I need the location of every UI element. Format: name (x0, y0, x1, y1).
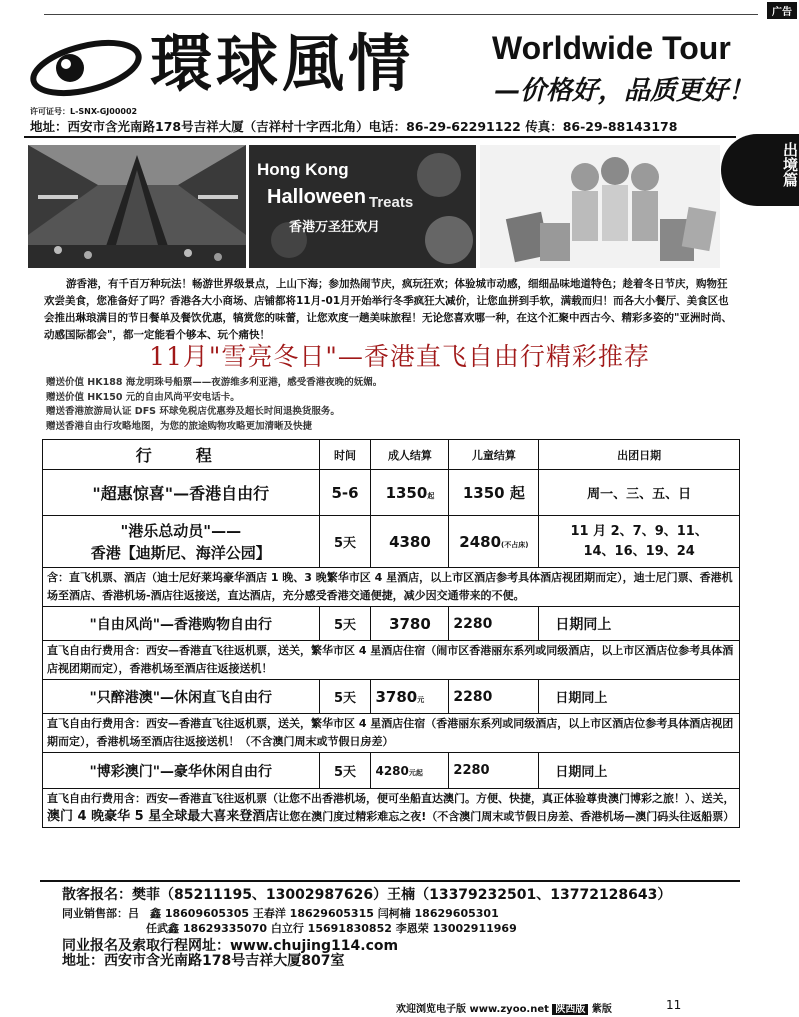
brand-title: 環球風情 (150, 27, 415, 100)
halloween-subtitle: 香港万圣狂欢月 (289, 220, 381, 235)
table-row (43, 680, 740, 714)
trip-time: 5-6 (319, 470, 371, 516)
trip-description: 直飞自由行费用含：西安—香港直飞往返机票（让您不出香港机场，便可坐船直达澳门。方便、快捷，真正体验尊贵澳门博彩之旅！）、送关，澳门 4 晚豪华 5 星全球最大喜来登酒店让您在澳门度过精彩难忘之夜!（不含澳门周末或节假日房差、香港机场—澳门码头往返船票） (43, 789, 740, 828)
table-row-desc (43, 789, 740, 828)
table-row (43, 516, 740, 568)
retail-contact: 散客报名：樊菲（85211195、13002987626）王楠（13379232501、13772128643） (62, 887, 672, 903)
mall-photo (28, 145, 246, 268)
trade-sales-2: 任武鑫 18629335070 白立行 15691830852 李恩荣 13002911969 (146, 922, 517, 935)
header-trip: 行 程 (43, 440, 320, 470)
adult-price: 1350起 (371, 470, 449, 516)
adult-price: 3780 (371, 607, 449, 641)
headline: 11月"雪亮冬日"—香港直飞自由行精彩推荐 (149, 342, 650, 371)
table-header (43, 440, 740, 470)
svg-text:Treats: Treats (369, 194, 414, 211)
section-tab: 出境篇 (721, 134, 799, 206)
table-row-desc (43, 641, 740, 680)
halloween-photo (249, 145, 476, 268)
note-item: 赠送价值 HK188 海龙明珠号船票——夜游维多利亚港，感受香港夜晚的妩媚。 (46, 377, 383, 388)
depart-dates: 日期同上 (539, 753, 740, 789)
itinerary-table (42, 439, 740, 828)
edition-box: 陕西版 (552, 1004, 588, 1015)
header-rule (24, 136, 736, 138)
top-rule (44, 14, 758, 15)
table-row (43, 607, 740, 641)
trip-time: 5天 (319, 753, 371, 789)
child-price: 2280 (449, 607, 539, 641)
bonus-notes (46, 376, 382, 434)
svg-text:Halloween: Halloween (267, 186, 366, 208)
depart-dates: 周一、三、五、日 (539, 470, 740, 516)
depart-dates: 11 月 2、7、9、11、 14、16、19、24 (539, 516, 740, 568)
depart-dates: 日期同上 (539, 607, 740, 641)
trip-name: "港乐总动员"—— 香港【迪斯尼、海洋公园】 (43, 516, 320, 568)
header-time: 时间 (319, 440, 371, 470)
note-item: 赠送香港旅游局认证 DFS 环球免税店优惠券及超长时间退换货服务。 (46, 406, 340, 417)
halloween-title: Hong Kong (257, 160, 349, 179)
trip-time: 5天 (319, 516, 371, 568)
footer-text: 欢迎浏览电子版 www.zyoo.net (396, 1004, 549, 1015)
adult-price: 3780元 (371, 680, 449, 714)
office-address: 地址：西安市含光南路178号吉祥大厦807室 (62, 953, 345, 969)
trade-website: 同业报名及索取行程网址：www.chujing114.com (62, 938, 399, 954)
header-child: 儿童结算 (449, 440, 539, 470)
header-address: 地址：西安市含光南路178号吉祥大厦（吉祥村十字西北角）电话：86-29-62291122 传真：86-29-88143178 (30, 119, 678, 134)
globe-logo (26, 30, 146, 102)
trip-time: 5天 (319, 607, 371, 641)
slogan: —价格好，品质更好！ (494, 76, 755, 106)
child-price: 2280 (449, 753, 539, 789)
trip-time: 5天 (319, 680, 371, 714)
ad-tag: 广告 (767, 2, 797, 19)
table-row-desc (43, 714, 740, 753)
trip-name: "只醉港澳"—休闲直飞自由行 (43, 680, 320, 714)
table-row-desc (43, 568, 740, 607)
contact-rule (40, 880, 740, 882)
note-item: 赠送香港自由行攻略地图，为您的旅途购物攻略更加清晰及快捷 (46, 420, 313, 432)
trip-name: "超惠惊喜"—香港自由行 (43, 470, 320, 516)
child-price: 1350 起 (449, 470, 539, 516)
header-adult: 成人结算 (371, 440, 449, 470)
note-item: 赠送价值 HK150 元的自由风尚平安电话卡。 (46, 391, 240, 403)
license-number: 许可证号：L-SNX-GJ00002 (30, 107, 138, 116)
page-number: 11 (666, 998, 682, 1012)
trip-description: 直飞自由行费用含：西安—香港直飞往返机票，送关，繁华市区 4 星酒店住宿（香港丽东系列或同级酒店，以上市区酒店位参考具体酒店视团期而定），香港机场至酒店往返接送机！（不含澳门周末或节假日房差） (43, 714, 740, 753)
child-price: 2280 (449, 680, 539, 714)
contact-block (62, 888, 671, 969)
adult-price: 4380 (371, 516, 449, 568)
edition-label: 紫版 (591, 1004, 612, 1015)
shopping-photo (480, 145, 720, 268)
depart-dates: 日期同上 (539, 680, 740, 714)
header-dates: 出团日期 (539, 440, 740, 470)
table-row (43, 470, 740, 516)
trip-description: 含：直飞机票、酒店（迪士尼好莱坞豪华酒店 1 晚、3 晚繁华市区 4 星酒店，以上市区酒店参考具体酒店视团期而定），迪士尼门票、香港机场至酒店、香港机场-酒店往返接送，直达酒店，充分感受香港交通便捷，减少因交通带来的不便。 (43, 568, 740, 607)
trip-description: 直飞自由行费用含：西安—香港直飞往返机票，送关，繁华市区 4 星酒店住宿（闹市区香港丽东系列或同级酒店，以上市区酒店位参考具体酒店视团期而定），香港机场至酒店往返接送机！ (43, 641, 740, 680)
adult-price: 4280元起 (371, 753, 449, 789)
intro-paragraph: 游香港，有千百万种玩法！畅游世界级景点，上山下海；参加热闹节庆，疯玩狂欢；体验城市动感，细细品味地道特色；趁着冬日节庆，购物狂欢尝美食，您准备好了吗？香港各大小商场、店铺都将11月-01月开始举行冬季疯狂大减价，让您血拼到手软，满载而归！而各大小餐厅、美食区也会推出琳琅满目的节日餐单及餐饮优惠，犒赏您的味蕾，让您欢度一趟美味旅程！无论您喜欢哪一种，在这个汇聚中西古今、精彩多姿的"亚洲时尚、动感国际都会"，都一定能看个够本、玩个痛快！ (44, 278, 732, 341)
trade-sales: 同业销售部：吕 鑫 18609605305 王春洋 18629605315 闫柯楠 18629605301 (62, 907, 499, 920)
brand-english: Worldwide Tour (492, 30, 731, 66)
footer (396, 1000, 612, 1015)
trip-name: "自由风尚"—香港购物自由行 (43, 607, 320, 641)
table-row (43, 753, 740, 789)
trip-name: "博彩澳门"—豪华休闲自由行 (43, 753, 320, 789)
child-price: 2480(不占床) (449, 516, 539, 568)
